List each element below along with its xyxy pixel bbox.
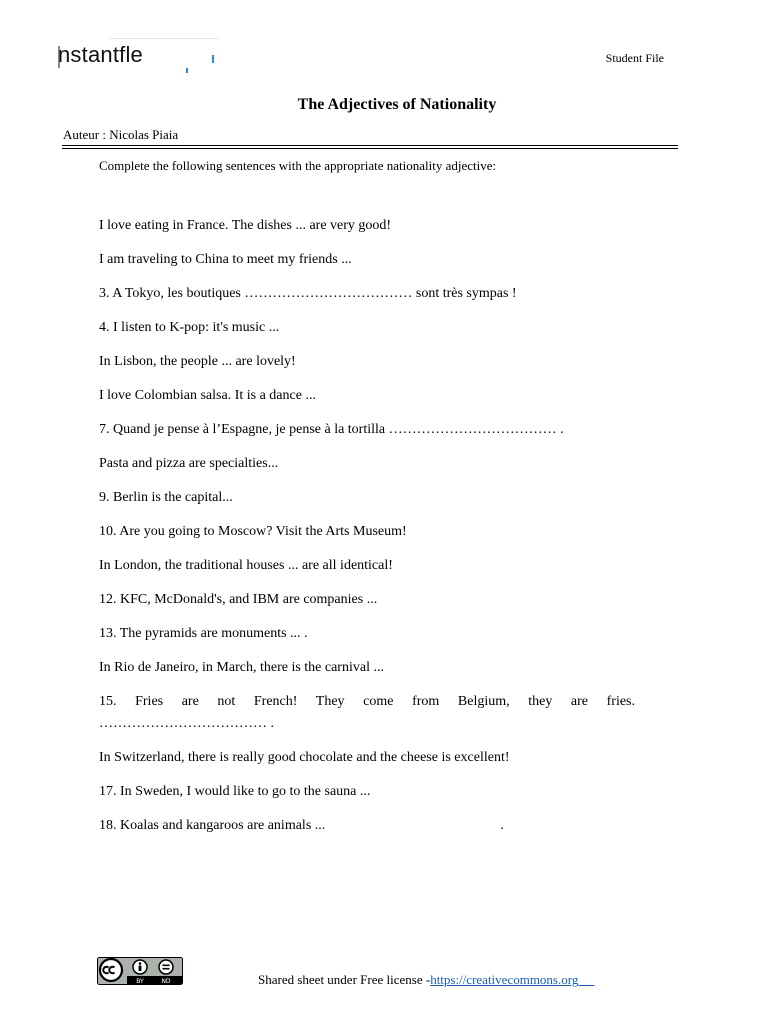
exercise-item: In Rio de Janeiro, in March, there is the carnival ... xyxy=(99,660,384,675)
exercise-item: Pasta and pizza are specialties... xyxy=(99,456,279,471)
logo-decoration-line xyxy=(110,38,218,39)
exercise-item: In London, the traditional houses ... are all identical! xyxy=(99,558,393,573)
exercise-item: 13. The pyramids are monuments ... . xyxy=(99,626,308,641)
student-file-label: Student File xyxy=(605,51,664,65)
exercise-item: 12. KFC, McDonald's, and IBM are companies ... xyxy=(99,592,378,607)
exercise-item: 17. In Sweden, I would like to go to the sauna ... xyxy=(99,784,371,799)
instructions: Complete the following sentences with the appropriate nationality adjective: xyxy=(99,158,497,173)
exercise-item: 15. Fries are not French! They come from Belgium, they are fries. ……………………………… . xyxy=(99,694,635,731)
logo-text: nstantfle xyxy=(58,42,143,67)
exercise-item: 7. Quand je pense à l’Espagne, je pense à la tortilla ……………………………… . xyxy=(99,422,564,437)
license-text: Shared sheet under Free license - xyxy=(258,972,431,987)
exercise-item: 18. Koalas and kangaroos are animals ... . xyxy=(99,818,504,833)
page-title: The Adjectives of Nationality xyxy=(297,96,497,113)
logo-decoration-mark xyxy=(212,55,214,63)
license-link[interactable]: https://creativecommons.org xyxy=(430,972,579,987)
cc-by-label: BY xyxy=(136,978,144,985)
author-line: Auteur : Nicolas Piaia xyxy=(63,127,179,142)
exercise-item: I love Colombian salsa. It is a dance ... xyxy=(99,388,316,403)
exercise-item: 4. I listen to K-pop: it's music ... xyxy=(99,320,280,335)
exercise-item: I am traveling to China to meet my friends ... xyxy=(99,252,352,267)
license-line xyxy=(258,972,595,988)
exercise-list xyxy=(99,215,635,849)
creative-commons-icon xyxy=(97,957,183,985)
exercise-item: 10. Are you going to Moscow? Visit the Arts Museum! xyxy=(99,524,407,539)
header-divider xyxy=(62,145,678,146)
header-divider xyxy=(62,148,678,149)
logo-decoration-mark xyxy=(186,68,188,73)
license-link-underline xyxy=(578,972,594,987)
cc-nd-label: ND xyxy=(161,978,171,985)
exercise-item: In Lisbon, the people ... are lovely! xyxy=(99,354,296,369)
exercise-item: 3. A Tokyo, les boutiques ……………………………… sont très sympas ! xyxy=(99,286,517,301)
exercise-item: In Switzerland, there is really good chocolate and the cheese is excellent! xyxy=(99,750,510,765)
exercise-item: I love eating in France. The dishes ... are very good! xyxy=(99,218,392,233)
exercise-item: 9. Berlin is the capital... xyxy=(99,490,233,505)
